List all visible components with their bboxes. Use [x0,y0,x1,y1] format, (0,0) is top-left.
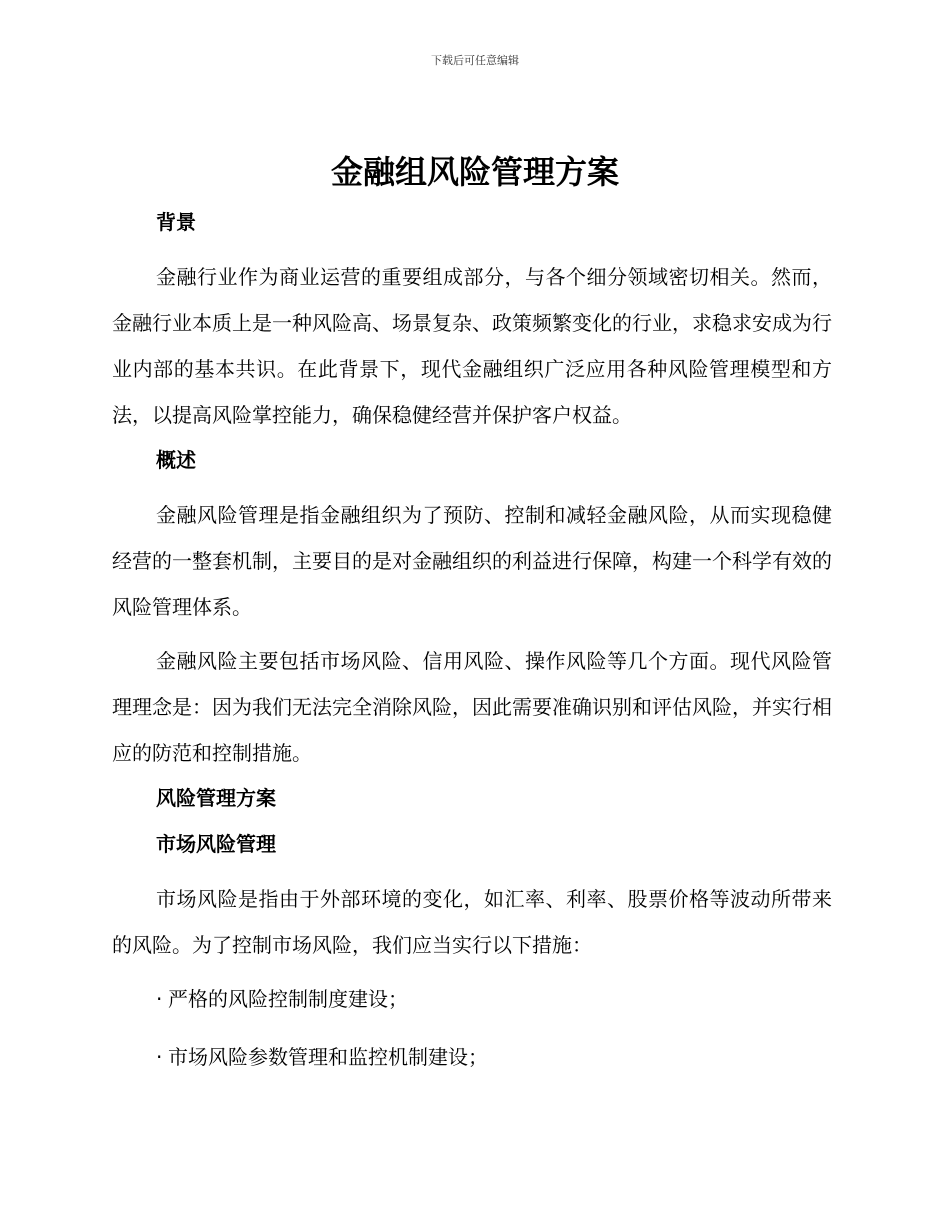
bullet-text: 市场风险参数管理和监控机制建设； [168,1045,488,1069]
document-body [112,200,832,1092]
market-risk-paragraph: 市场风险是指由于外部环境的变化，如汇率、利率、股票价格等波动所带来的风险。为了控制市场风险，我们应当实行以下措施： [112,887,832,957]
overview-paragraph-2: 金融风险主要包括市场风险、信用风险、操作风险等几个方面。现代风险管理理念是：因为我们无法完全消除风险，因此需要准确识别和评估风险，并实行相应的防范和控制措施。 [112,649,832,765]
overview-heading: 概述 [156,448,196,472]
bullet-mark: · [156,987,163,1011]
background-heading: 背景 [156,210,196,234]
overview-paragraph-1: 金融风险管理是指金融组织为了预防、控制和减轻金融风险，从而实现稳健经营的一整套机制，主要目的是对金融组织的利益进行保障，构建一个科学有效的风险管理体系。 [112,503,832,619]
market-risk-heading: 市场风险管理 [156,832,276,856]
header-note: 下载后可任意编辑 [431,54,519,67]
bullet-item-1 [112,976,832,1022]
document-title: 金融组风险管理方案 [330,153,619,191]
plan-heading: 风险管理方案 [156,786,276,810]
bullet-text: 严格的风险控制制度建设； [168,987,408,1011]
bullet-item-2 [112,1034,832,1080]
bullet-mark: · [156,1045,163,1069]
background-paragraph: 金融行业作为商业运营的重要组成部分，与各个细分领域密切相关。然而，金融行业本质上是一种风险高、场景复杂、政策频繁变化的行业，求稳求安成为行业内部的基本共识。在此背景下，现代金融组织广泛应用各种风险管理模型和方法，以提高风险掌控能力，确保稳健经营并保护客户权益。 [112,265,832,427]
